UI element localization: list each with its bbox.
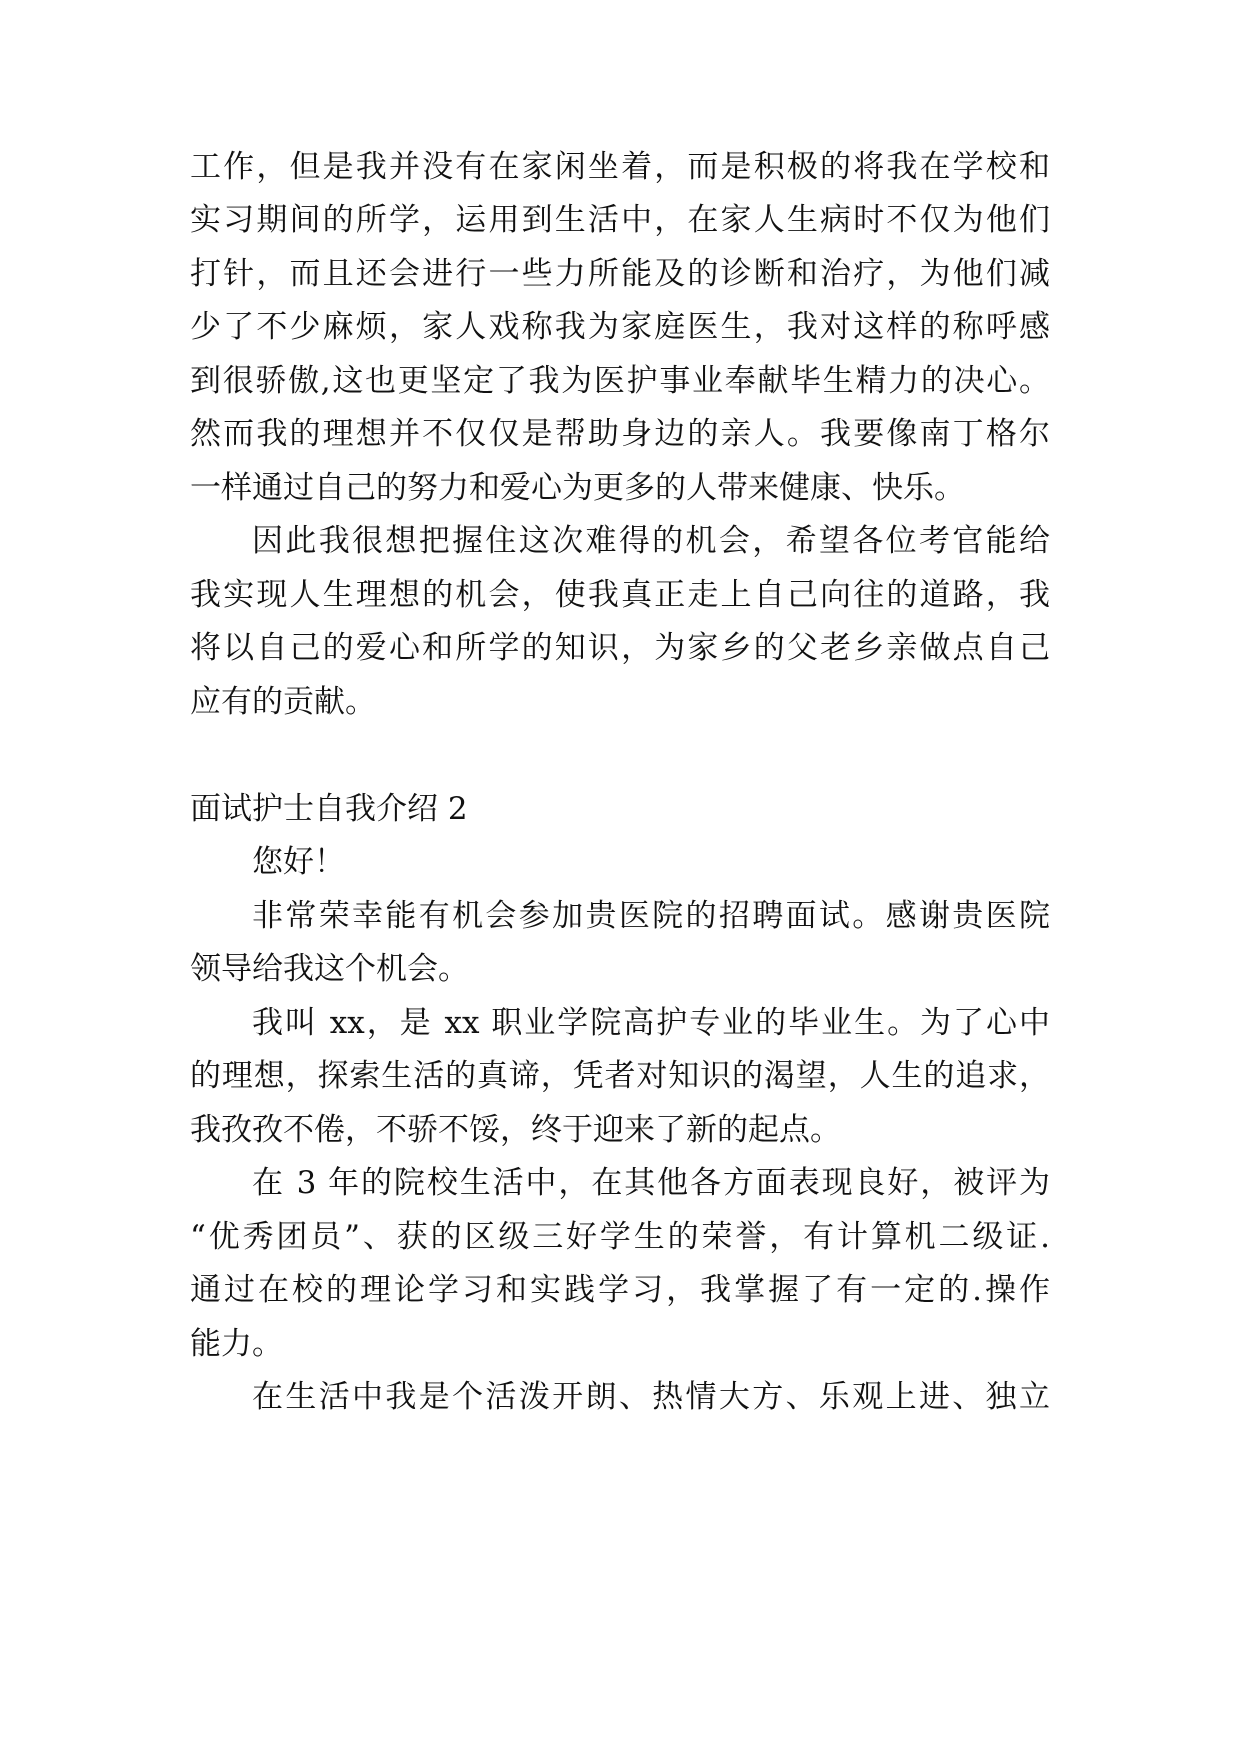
paragraph-line: 然而我的理想并不仅仅是帮助身边的亲人。我要像南丁格尔 [190,416,1050,452]
paragraph-line: 一样通过自己的努力和爱心为更多的人带来健康、快乐。 [190,470,965,506]
paragraph-line: 的理想，探索生活的真谛，凭者对知识的渴望，人生的追求， [190,1058,1050,1094]
paragraph-line: 能力。 [190,1326,283,1362]
paragraph-line: 实习期间的所学，运用到生活中，在家人生病时不仅为他们 [190,202,1050,238]
paragraph-line: 工作，但是我并没有在家闲坐着，而是积极的将我在学校和 [190,149,1050,185]
paragraph-line: 在 3 年的院校生活中，在其他各方面表现良好，被评为 [252,1165,1050,1201]
paragraph-line: 将以自己的爱心和所学的知识，为家乡的父老乡亲做点自己 [190,630,1050,666]
paragraph-line: 通过在校的理论学习和实践学习，我掌握了有一定的.操作 [190,1272,1050,1308]
paragraph-line: 因此我很想把握住这次难得的机会，希望各位考官能给 [252,523,1050,559]
greeting-line: 您好！ [252,844,345,880]
paragraph-line: 到很骄傲,这也更坚定了我为医护事业奉献毕生精力的决心。 [190,363,1050,399]
paragraph-line: 我孜孜不倦，不骄不馁，终于迎来了新的起点。 [190,1112,841,1148]
section-heading: 面试护士自我介绍 2 [190,791,468,827]
paragraph-line: 应有的贡献。 [190,684,376,720]
paragraph-line: “优秀团员”、获的区级三好学生的荣誉，有计算机二级证. [190,1219,1050,1255]
paragraph-line: 打针，而且还会进行一些力所能及的诊断和治疗，为他们减 [190,256,1050,292]
paragraph-line: 领导给我这个机会。 [190,951,469,987]
paragraph-line: 在生活中我是个活泼开朗、热情大方、乐观上进、独立 [252,1379,1050,1415]
paragraph-line: 我实现人生理想的机会，使我真正走上自己向往的道路，我 [190,577,1050,613]
paragraph-line: 我叫 xx，是 xx 职业学院高护专业的毕业生。为了心中 [252,1005,1050,1041]
paragraph-line: 少了不少麻烦，家人戏称我为家庭医生，我对这样的称呼感 [190,309,1050,345]
paragraph-line: 非常荣幸能有机会参加贵医院的招聘面试。感谢贵医院 [252,898,1050,934]
